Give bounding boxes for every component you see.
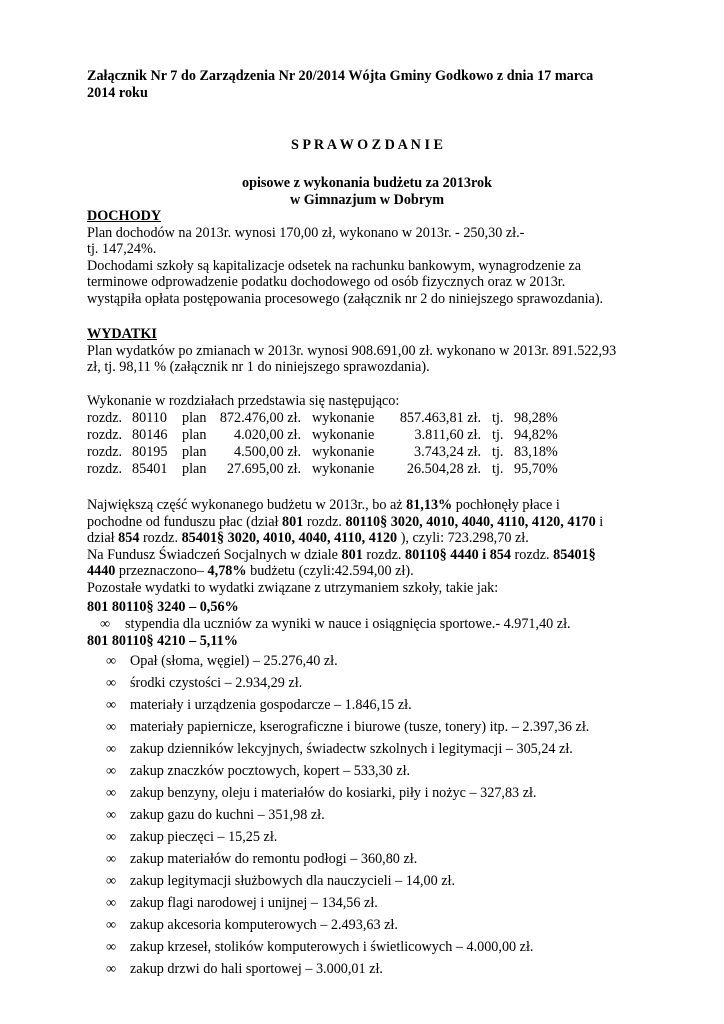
income-line: Plan dochodów na 2013r. wynosi 170,00 zł, wykonano w 2013r. - 250,30 zł.- <box>87 224 525 241</box>
paragraph-codes: 4440 <box>87 563 116 580</box>
income-section <box>87 208 647 308</box>
expenses-heading: WYDATKI <box>87 326 157 342</box>
text-span: budżetu (czyli:42.594,00 zł). <box>246 563 414 580</box>
list-item-text: Opał (słoma, węgiel) – 25.276,40 zł. <box>130 653 338 669</box>
list-item-text: materiały i urządzenia gospodarcze – 1.846,15 zł. <box>130 697 412 713</box>
income-line: tj. 147,24%. <box>87 241 157 258</box>
expenses-line: Plan wydatków po zmianach w 2013r. wynosi 908.691,00 zł. wykonano w 2013r. 891.522,93 <box>87 342 617 359</box>
paragraph-line <box>87 530 667 547</box>
attachment-line-2: 2014 roku <box>87 84 148 101</box>
infinity-bullet-icon: ∞ <box>106 763 117 779</box>
tj-label: tj. <box>492 427 504 443</box>
infinity-bullet-icon: ∞ <box>106 719 117 735</box>
infinity-bullet-icon: ∞ <box>106 961 117 977</box>
section-4210-heading: 801 80110§ 4210 – 5,11% <box>87 633 238 649</box>
division-code: 801 <box>282 513 304 530</box>
list-item-text: zakup drzwi do hali sportowej – 3.000,01 zł. <box>130 961 383 977</box>
tj-label: tj. <box>492 410 504 426</box>
chapter-code: 80110 <box>132 410 167 426</box>
list-item-text: zakup znaczków pocztowych, kopert – 533,30 zł. <box>130 763 411 779</box>
rozdz-label: rozdz. <box>87 427 123 443</box>
plan-label: plan <box>182 427 207 443</box>
text-span: Największą część wykonanego budżetu w 2013r., bo aż <box>87 497 407 513</box>
subtitle-line-1: opisowe z wykonania budżetu za 2013rok <box>241 175 493 191</box>
infinity-bullet-icon: ∞ <box>106 675 117 691</box>
paragraph-codes: 85401§ <box>553 546 596 563</box>
attachment-header <box>87 68 647 101</box>
salaries-paragraph <box>87 497 667 597</box>
paragraph-codes: 80110§ 4440 i 854 <box>404 546 511 563</box>
infinity-bullet-icon: ∞ <box>106 873 117 889</box>
list-item-text: stypendia dla uczniów za wyniki w nauce i osiągnięcia sportowe.- 4.971,40 zł. <box>125 616 571 632</box>
infinity-bullet-icon: ∞ <box>106 697 117 713</box>
chapter-code: 80146 <box>132 427 168 443</box>
infinity-bullet-icon: ∞ <box>106 741 117 757</box>
infinity-bullet-icon: ∞ <box>100 616 111 632</box>
paragraph-line <box>87 497 667 514</box>
plan-value: 872.476,00 zł. <box>219 410 301 426</box>
salaries-percent: 81,13% <box>406 497 453 513</box>
list-item-text: materiały papiernicze, kserograficzne i biurowe (tusze, tonery) itp. – 2.397,36 zł. <box>130 719 590 735</box>
text-span: rozdz. <box>139 530 182 547</box>
text-span: pochodne od funduszu płac (dział <box>87 513 283 530</box>
percent-value: 94,82% <box>514 427 558 443</box>
percent-value: 98,28% <box>514 410 558 426</box>
percent-value: 95,70% <box>514 461 558 477</box>
income-heading: DOCHODY <box>87 208 162 224</box>
paragraph-codes: 85401§ 3020, 4010, 4040, 4110, 4120 <box>181 530 398 547</box>
plan-value: 4.020,00 zł. <box>234 427 301 443</box>
list-item-text: zakup akcesoria komputerowych – 2.493,63 zł. <box>130 917 398 933</box>
text-span: przeznaczono– <box>115 563 208 580</box>
infinity-bullet-icon: ∞ <box>106 785 117 801</box>
division-code: 854 <box>118 530 140 547</box>
document-subtitle <box>87 175 647 208</box>
expenses-table-intro: Wykonanie w rozdziałach przedstawia się następująco: <box>87 393 400 409</box>
rozdz-label: rozdz. <box>87 410 123 426</box>
execution-label: wykonanie <box>312 461 375 477</box>
percent-value: 83,18% <box>514 444 558 460</box>
list-item-text: zakup legitymacji służbowych dla nauczycieli – 14,00 zł. <box>130 873 456 889</box>
expenses-section <box>87 326 667 376</box>
attachment-line-1: Załącznik Nr 7 do Zarządzenia Nr 20/2014 Wójta Gminy Godkowo z dnia 17 marca <box>87 68 594 84</box>
list-item-text: zakup flagi narodowej i unijnej – 134,56 zł. <box>130 895 378 911</box>
chapter-code: 80195 <box>132 444 168 460</box>
section-3240-heading: 801 80110§ 3240 – 0,56% <box>87 599 239 615</box>
paragraph-codes: 80110§ 3020, 4010, 4040, 4110, 4120, 4170 <box>345 513 596 530</box>
paragraph-line <box>87 514 667 531</box>
list-item-text: zakup dzienników lekcyjnych, świadectw szkolnych i legitymacji – 305,24 zł. <box>130 741 573 757</box>
income-line: Dochodami szkoły są kapitalizacje odsetek na rachunku bankowym, wynagrodzenie za <box>87 257 582 274</box>
execution-value: 857.463,81 zł. <box>399 410 481 426</box>
text-span: rozdz. <box>362 546 405 563</box>
income-line: wystąpiła opłata postępowania procesowego (załącznik nr 2 do niniejszego sprawozdania). <box>87 290 604 307</box>
paragraph-line <box>87 547 667 564</box>
tj-label: tj. <box>492 444 504 460</box>
infinity-bullet-icon: ∞ <box>106 917 117 933</box>
infinity-bullet-icon: ∞ <box>106 807 117 823</box>
list-item-text: zakup materiałów do remontu podłogi – 360,80 zł. <box>130 851 418 867</box>
social-fund-percent: 4,78% <box>207 563 247 580</box>
infinity-bullet-icon: ∞ <box>106 895 117 911</box>
plan-label: plan <box>182 444 207 460</box>
list-item-text: zakup benzyny, oleju i materiałów do kosiarki, piły i nożyc – 327,83 zł. <box>130 785 537 801</box>
income-line: terminowe odprowadzenie podatku dochodowego od osób fizycznych oraz w 2013r. <box>87 274 566 291</box>
execution-value: 26.504,28 zł. <box>406 461 481 477</box>
execution-value: 3.811,60 zł. <box>414 427 481 443</box>
list-item-text: zakup gazu do kuchni – 351,98 zł. <box>130 807 325 823</box>
text-span: rozdz. <box>511 546 554 563</box>
list-item-text: zakup krzeseł, stolików komputerowych i świetlicowych – 4.000,00 zł. <box>130 939 534 955</box>
infinity-bullet-icon: ∞ <box>106 851 117 867</box>
plan-value: 27.695,00 zł. <box>226 461 301 477</box>
chapter-code: 85401 <box>132 461 168 477</box>
list-item-text: zakup pieczęci – 15,25 zł. <box>130 829 278 845</box>
text-span: pochłonęły płace i <box>452 497 560 513</box>
infinity-bullet-icon: ∞ <box>106 653 117 669</box>
infinity-bullet-icon: ∞ <box>106 829 117 845</box>
tj-label: tj. <box>492 461 504 477</box>
paragraph-line <box>87 563 667 580</box>
list-item-text: środki czystości – 2.934,29 zł. <box>130 675 303 691</box>
subtitle-line-2: w Gimnazjum w Dobrym <box>289 191 445 208</box>
execution-label: wykonanie <box>312 410 375 426</box>
text-span: dział <box>87 530 119 547</box>
text-span: rozdz. <box>303 513 346 530</box>
division-code: 801 <box>341 546 363 563</box>
rozdz-label: rozdz. <box>87 461 123 477</box>
text-span: ), czyli: 723.298,70 zł. <box>397 530 529 547</box>
execution-label: wykonanie <box>312 444 375 460</box>
plan-label: plan <box>182 410 207 426</box>
text-span: Na Fundusz Świadczeń Socjalnych w dziale <box>87 546 342 563</box>
document-title: S P R A W O Z D A N I E <box>290 137 444 153</box>
execution-label: wykonanie <box>312 427 375 443</box>
plan-label: plan <box>182 461 207 477</box>
rozdz-label: rozdz. <box>87 444 123 460</box>
text-span: i <box>595 513 604 530</box>
infinity-bullet-icon: ∞ <box>106 939 117 955</box>
expenses-line: zł, tj. 98,11 % (załącznik nr 1 do niniejszego sprawozdania). <box>87 359 430 376</box>
paragraph-line: Pozostałe wydatki to wydatki związane z utrzymaniem szkoły, takie jak: <box>87 579 499 596</box>
execution-value: 3.743,24 zł. <box>414 444 481 460</box>
plan-value: 4.500,00 zł. <box>234 444 301 460</box>
